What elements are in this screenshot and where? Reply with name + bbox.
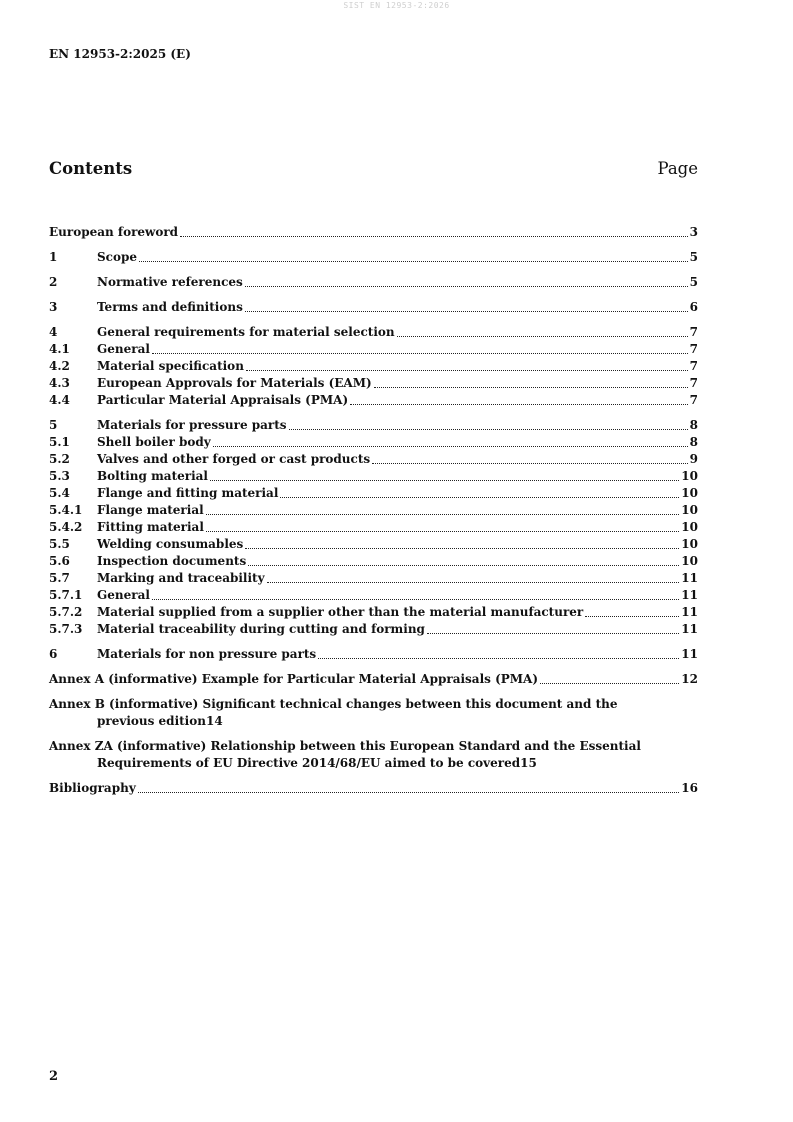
toc-entry-page: 3 — [689, 225, 698, 239]
toc-entry-text: Annex A (informative) Example for Particular Material Appraisals (PMA) — [49, 672, 539, 686]
toc-entry-text-continued: Requirements of EU Directive 2014/68/EU aimed to be covered — [97, 756, 521, 770]
toc-annex-entry[interactable] — [49, 738, 698, 772]
toc-entry[interactable] — [49, 587, 698, 604]
toc-entry-text: General — [97, 588, 150, 602]
toc-entry[interactable] — [49, 468, 698, 485]
toc-entry[interactable] — [49, 570, 698, 587]
dot-leader — [289, 429, 688, 430]
dot-leader — [374, 387, 688, 388]
toc-entry[interactable] — [49, 249, 698, 266]
toc-entry-number: 5.4.1 — [49, 503, 83, 517]
toc-entry-page: 5 — [689, 250, 698, 264]
toc-entry-text: Welding consumables — [97, 537, 244, 551]
toc-entry-number: 4.3 — [49, 376, 70, 390]
dot-leader — [540, 683, 679, 684]
toc-entry-number: 5 — [49, 418, 58, 432]
toc-entry-page: 7 — [689, 325, 698, 339]
dot-leader — [213, 446, 688, 447]
toc-entry-text: General — [97, 342, 150, 356]
page-column-label: Page — [657, 159, 698, 178]
toc-entry-page: 10 — [681, 520, 698, 534]
toc-entry[interactable] — [49, 621, 698, 638]
toc-entry-text: Valves and other forged or cast products — [97, 452, 371, 466]
contents-heading — [49, 159, 698, 178]
toc-entry-text: Material specification — [97, 359, 244, 373]
dot-leader — [180, 236, 688, 237]
toc-entry-number: 5.4.2 — [49, 520, 83, 534]
toc-entry[interactable] — [49, 375, 698, 392]
toc-entry-page: 8 — [689, 418, 698, 432]
dot-leader — [152, 599, 679, 600]
dot-leader — [267, 582, 680, 583]
dot-leader — [350, 404, 688, 405]
toc-entry-page: 11 — [681, 571, 698, 585]
toc-entry-text: Bolting material — [97, 469, 208, 483]
watermark: SIST EN 12953-2:2026 — [343, 1, 450, 10]
dot-leader — [152, 353, 688, 354]
dot-leader — [372, 463, 688, 464]
toc-entry-number: 6 — [49, 647, 58, 661]
toc-entry-number: 4.1 — [49, 342, 70, 356]
dot-leader — [248, 565, 679, 566]
toc-entry-page: 16 — [681, 781, 698, 795]
toc-entry-text: Annex B (informative) Significant technical changes between this document and the — [49, 697, 618, 711]
toc-entry-page: 6 — [689, 300, 698, 314]
toc-annex-entry[interactable] — [49, 671, 698, 688]
dot-leader — [139, 261, 688, 262]
toc-entry-page: 7 — [689, 359, 698, 373]
toc-entry-text: Annex ZA (informative) Relationship between this European Standard and the Essential — [49, 739, 641, 753]
toc-entry-number: 4 — [49, 325, 58, 339]
toc-entry-number: 5.1 — [49, 435, 70, 449]
toc-entry[interactable] — [49, 358, 698, 375]
toc-entry-text: European foreword — [49, 225, 179, 239]
toc-entry[interactable] — [49, 536, 698, 553]
toc-annex-entry[interactable] — [49, 696, 698, 730]
dot-leader — [245, 548, 679, 549]
toc-entry-page: 10 — [681, 503, 698, 517]
toc-entry-text: Flange material — [97, 503, 204, 517]
document-id: EN 12953-2:2025 (E) — [49, 47, 191, 61]
dot-leader — [138, 792, 680, 793]
toc-entry-page: 5 — [689, 275, 698, 289]
toc-entry[interactable] — [49, 604, 698, 621]
dot-leader — [206, 514, 680, 515]
toc-entry[interactable] — [49, 646, 698, 663]
dot-leader — [210, 480, 679, 481]
toc-entry-text: Flange and fitting material — [97, 486, 279, 500]
toc-entry[interactable] — [49, 485, 698, 502]
toc-entry-number: 5.5 — [49, 537, 70, 551]
toc-entry-number: 1 — [49, 250, 58, 264]
toc-entry-text: General requirements for material selection — [97, 325, 395, 339]
dot-leader — [318, 658, 679, 659]
toc-entry-text: Terms and definitions — [97, 300, 243, 314]
toc-entry-text: Materials for pressure parts — [97, 418, 287, 432]
toc-entry-page: 7 — [689, 393, 698, 407]
dot-leader — [427, 633, 679, 634]
table-of-contents — [49, 224, 698, 797]
toc-entry-page: 10 — [681, 469, 698, 483]
dot-leader — [245, 311, 688, 312]
toc-entry-number: 5.4 — [49, 486, 70, 500]
toc-bibliography-entry[interactable] — [49, 780, 698, 797]
toc-entry-number: 5.6 — [49, 554, 70, 568]
toc-entry-text-continued: previous edition — [97, 714, 206, 728]
toc-entry[interactable] — [49, 341, 698, 358]
toc-entry-page: 7 — [689, 376, 698, 390]
toc-entry-page: 11 — [681, 622, 698, 636]
toc-entry-number: 5.7 — [49, 571, 70, 585]
toc-entry-text: European Approvals for Materials (EAM) — [97, 376, 372, 390]
toc-entry-page: 15 — [520, 756, 537, 770]
toc-entry-number: 4.4 — [49, 393, 70, 407]
toc-entry-page: 10 — [681, 554, 698, 568]
toc-entry[interactable] — [49, 417, 698, 434]
dot-leader — [246, 370, 688, 371]
toc-entry-number: 5.7.3 — [49, 622, 83, 636]
toc-entry-page: 11 — [681, 647, 698, 661]
toc-entry-text: Fitting material — [97, 520, 204, 534]
toc-entry-text: Material traceability during cutting and forming — [97, 622, 425, 636]
toc-entry-text: Shell boiler body — [97, 435, 211, 449]
dot-leader — [585, 616, 679, 617]
page-number: 2 — [49, 1069, 59, 1084]
toc-entry-text: Particular Material Appraisals (PMA) — [97, 393, 349, 407]
dot-leader — [397, 336, 688, 337]
toc-entry[interactable] — [49, 553, 698, 570]
toc-entry-page: 10 — [681, 486, 698, 500]
toc-entry[interactable] — [49, 434, 698, 451]
toc-entry-page: 7 — [689, 342, 698, 356]
toc-entry[interactable] — [49, 502, 698, 519]
toc-entry[interactable] — [49, 451, 698, 468]
contents-title: Contents — [49, 159, 133, 178]
toc-entry-page: 12 — [681, 672, 698, 686]
toc-entry-number: 3 — [49, 300, 58, 314]
toc-entry-text: Marking and traceability — [97, 571, 265, 585]
toc-entry-page: 11 — [681, 605, 698, 619]
toc-entry[interactable] — [49, 324, 698, 341]
toc-entry-number: 5.7.2 — [49, 605, 83, 619]
toc-entry-number: 5.7.1 — [49, 588, 83, 602]
toc-entry-number: 4.2 — [49, 359, 70, 373]
toc-entry-page: 8 — [689, 435, 698, 449]
toc-entry[interactable] — [49, 299, 698, 316]
dot-leader — [280, 497, 679, 498]
toc-entry-text: Bibliography — [49, 781, 136, 795]
toc-entry-page: 10 — [681, 537, 698, 551]
toc-entry-text: Material supplied from a supplier other than the material manufacturer — [97, 605, 584, 619]
toc-entry[interactable] — [49, 274, 698, 291]
toc-entry-page: 9 — [689, 452, 698, 466]
dot-leader — [245, 286, 688, 287]
toc-entry[interactable] — [49, 224, 698, 241]
toc-entry-number: 5.2 — [49, 452, 70, 466]
toc-entry-text: Normative references — [97, 275, 243, 289]
toc-entry-number: 2 — [49, 275, 58, 289]
toc-entry-text: Scope — [97, 250, 138, 264]
toc-entry-text: Materials for non pressure parts — [97, 647, 317, 661]
toc-entry[interactable] — [49, 392, 698, 409]
toc-entry-page: 11 — [681, 588, 698, 602]
toc-entry-number: 5.3 — [49, 469, 70, 483]
toc-entry[interactable] — [49, 519, 698, 536]
toc-entry-text: Inspection documents — [97, 554, 247, 568]
dot-leader — [206, 531, 679, 532]
toc-entry-page: 14 — [205, 714, 223, 728]
